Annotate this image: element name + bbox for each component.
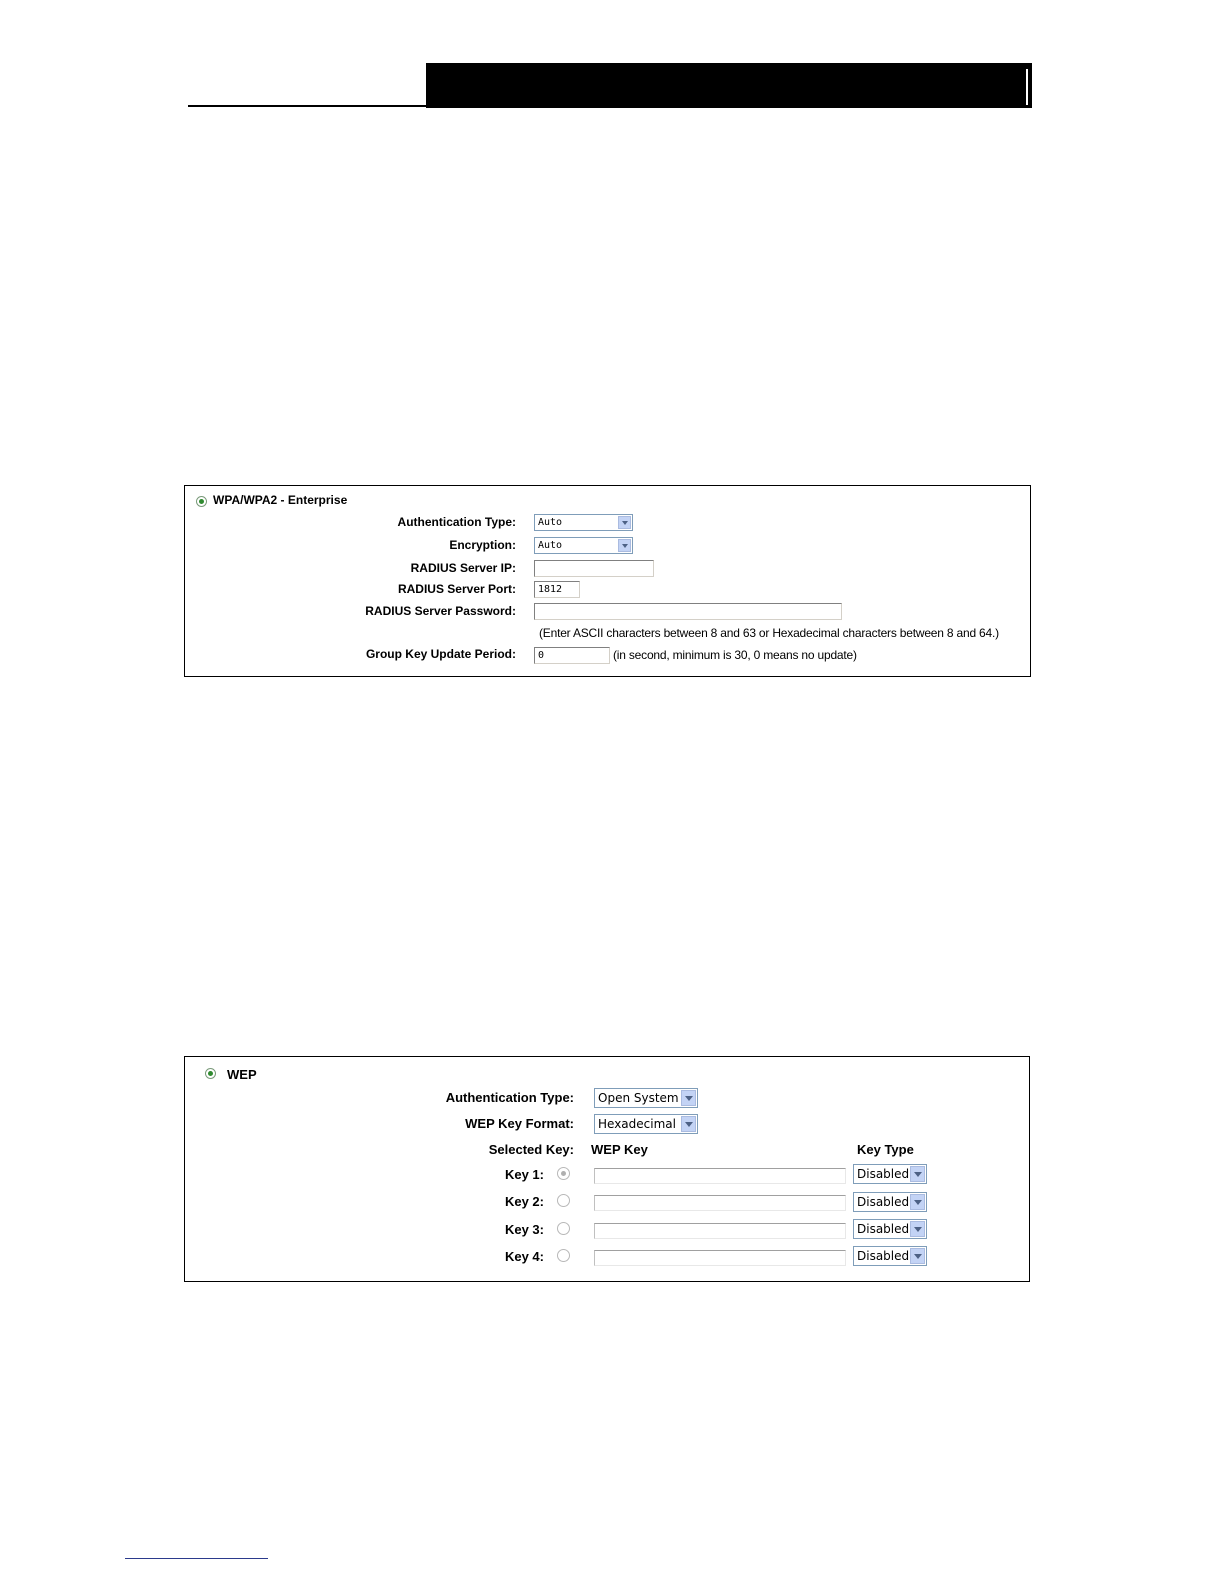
key-4-input[interactable] bbox=[594, 1250, 846, 1266]
password-note: (Enter ASCII characters between 8 and 63 or Hexadecimal characters between 8 and 64.) bbox=[539, 626, 999, 640]
footer-rule bbox=[125, 1558, 268, 1559]
chevron-down-icon[interactable] bbox=[910, 1166, 925, 1182]
key-4-label: Key 4: bbox=[504, 1249, 544, 1264]
wep-radio[interactable] bbox=[205, 1068, 216, 1079]
wep-key-format-select[interactable] bbox=[594, 1114, 698, 1134]
radius-ip-input[interactable] bbox=[534, 560, 654, 577]
key-4-type-select[interactable] bbox=[853, 1246, 927, 1266]
ent-auth-type-select[interactable] bbox=[534, 514, 633, 531]
chevron-down-icon[interactable] bbox=[910, 1194, 925, 1210]
wep-panel bbox=[184, 1056, 1030, 1282]
radius-port-input[interactable]: 1812 bbox=[534, 581, 580, 598]
ent-encryption-value: Auto bbox=[538, 540, 563, 551]
wep-title: WEP bbox=[227, 1067, 257, 1082]
wpa-enterprise-panel bbox=[184, 485, 1031, 677]
key-2-radio[interactable] bbox=[557, 1194, 570, 1207]
key-2-type-select[interactable] bbox=[853, 1192, 927, 1212]
key-3-type-select[interactable] bbox=[853, 1219, 927, 1239]
wep-auth-type-value: Open System bbox=[598, 1091, 679, 1105]
radius-password-label: RADIUS Server Password: bbox=[365, 604, 516, 618]
chevron-down-icon[interactable] bbox=[681, 1090, 696, 1106]
key-1-type-select[interactable] bbox=[853, 1164, 927, 1184]
wpa-enterprise-title: WPA/WPA2 - Enterprise bbox=[213, 493, 348, 507]
header-rule bbox=[188, 105, 428, 107]
chevron-down-icon[interactable] bbox=[910, 1248, 925, 1264]
wep-auth-type-label: Authentication Type: bbox=[445, 1090, 574, 1105]
key-4-radio[interactable] bbox=[557, 1249, 570, 1262]
wep-key-format-label: WEP Key Format: bbox=[465, 1116, 574, 1131]
ent-auth-type-value: Auto bbox=[538, 517, 563, 528]
key-1-radio[interactable] bbox=[557, 1167, 570, 1180]
wep-key-header: WEP Key bbox=[591, 1142, 648, 1157]
group-key-label: Group Key Update Period: bbox=[365, 647, 516, 661]
key-1-label: Key 1: bbox=[504, 1167, 544, 1182]
key-3-label: Key 3: bbox=[504, 1222, 544, 1237]
header-bar-notch bbox=[1026, 69, 1028, 105]
key-3-type-value: Disabled bbox=[857, 1222, 910, 1236]
key-2-type-value: Disabled bbox=[857, 1195, 910, 1209]
key-2-label: Key 2: bbox=[504, 1194, 544, 1209]
key-3-input[interactable] bbox=[594, 1223, 846, 1239]
selected-key-header: Selected Key: bbox=[488, 1142, 574, 1157]
chevron-down-icon[interactable] bbox=[618, 516, 631, 529]
ent-encryption-label: Encryption: bbox=[449, 538, 516, 552]
wep-auth-type-select[interactable] bbox=[594, 1088, 698, 1108]
ent-auth-type-label: Authentication Type: bbox=[397, 515, 516, 529]
key-2-input[interactable] bbox=[594, 1195, 846, 1211]
key-3-radio[interactable] bbox=[557, 1222, 570, 1235]
chevron-down-icon[interactable] bbox=[910, 1221, 925, 1237]
key-4-type-value: Disabled bbox=[857, 1249, 910, 1263]
key-type-header: Key Type bbox=[857, 1142, 914, 1157]
group-key-note: (in second, minimum is 30, 0 means no update) bbox=[613, 648, 857, 662]
header-bar bbox=[426, 63, 1032, 108]
key-1-type-value: Disabled bbox=[857, 1167, 910, 1181]
chevron-down-icon[interactable] bbox=[618, 539, 631, 552]
group-key-input[interactable]: 0 bbox=[534, 647, 610, 664]
wep-key-format-value: Hexadecimal bbox=[598, 1117, 676, 1131]
ent-encryption-select[interactable] bbox=[534, 537, 633, 554]
radius-port-label: RADIUS Server Port: bbox=[397, 582, 516, 596]
key-1-input[interactable] bbox=[594, 1168, 846, 1184]
radius-ip-label: RADIUS Server IP: bbox=[410, 561, 516, 575]
wpa-enterprise-radio[interactable] bbox=[196, 496, 207, 507]
radius-password-input[interactable] bbox=[534, 603, 842, 620]
chevron-down-icon[interactable] bbox=[681, 1116, 696, 1132]
